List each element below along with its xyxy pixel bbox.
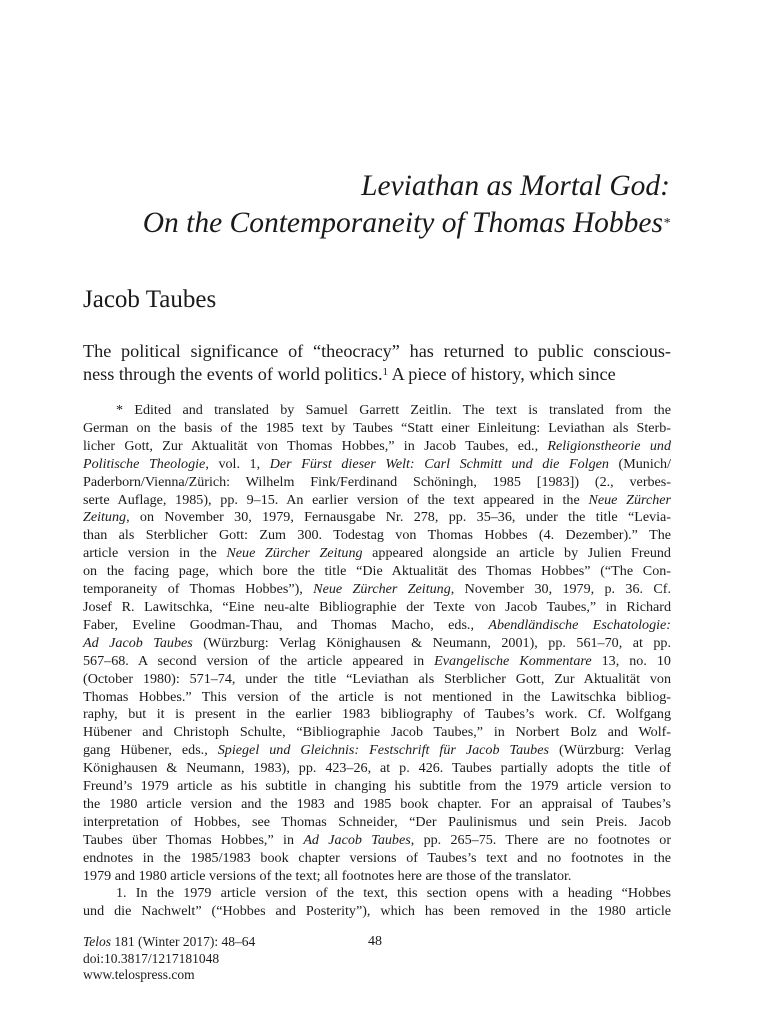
footnote-text: Josef R. Lawitschka, “Eine neu-alte Bibliographie der Texte von Jacob Taubes,” in Richard (83, 598, 671, 615)
page-footer (83, 934, 255, 984)
footnote-line (83, 563, 671, 581)
footnote-line (83, 760, 671, 778)
footnote-line (83, 832, 671, 850)
footnote-text: German on the basis of the 1985 text by Taubes “Statt einer Einleitung: Leviathan als Sterb- (83, 419, 671, 436)
title-line-1: Leviathan as Mortal God: (361, 170, 670, 202)
footnote-text: endnotes in the 1985/1983 book chapter versions of Taubes’s text and no footnotes in the (83, 849, 671, 866)
footnote-line (83, 545, 671, 563)
footnote-text: , on November 30, 1979, Fernausgabe Nr. 278, pp. 35–36, under the title “Levia- (126, 509, 671, 526)
body-paragraph (83, 340, 671, 385)
footnote-text: (Würzburg: Verlag (548, 742, 671, 759)
footnote-line (83, 635, 671, 653)
footnote-line (83, 885, 671, 903)
footnote-line (83, 599, 671, 617)
footnote-italic-text: Religionstheorie und (547, 437, 671, 454)
article-title (60, 168, 670, 242)
footnote-italic-text: Spiegel und Gleichnis: Festschrift für Jacob Taubes (217, 742, 549, 759)
doi-text[interactable]: doi:10.3817/1217181048 (83, 950, 220, 966)
footnote-text: appeared alongside an article by Julien Freund (362, 545, 671, 562)
footnote-line (83, 509, 671, 527)
citation-line (83, 934, 255, 951)
footnote-text: (Munich/ (608, 455, 671, 472)
footnote-line (83, 527, 671, 545)
footnote-line (83, 778, 671, 796)
footnote-text: 1979 and 1980 article versions of the text; all footnotes here are those of the translator. (83, 867, 572, 884)
footnote-line (83, 724, 671, 742)
footnote-italic-text: Politische Theologie (83, 455, 206, 472)
footnote-text: Könighausen & Neumann, 1983), pp. 423–26, at p. 426. Taubes partially adopts the title of (83, 760, 671, 777)
footnote-text: on the facing page, which bore the title “Die Aktualität des Thomas Hobbes” (“The Con- (83, 563, 671, 580)
footnote-text: und die Nachwelt” (“Hobbes and Posterity”), which has been removed in the 1980 article (83, 903, 671, 920)
footnote-text: , November 30, 1979, p. 36. Cf. (450, 581, 671, 598)
footnote-italic-text: Der Fürst dieser Welt: Carl Schmitt und die Folgen (269, 455, 609, 472)
footnote-text: (October 1980): 571–74, under the title “Leviathan als Sterblicher Gott, Zur Aktualität von (83, 670, 671, 687)
body-line-1: The political significance of “theocracy” has returned to public conscious- (83, 341, 671, 361)
footnote-text: Hübener and Christoph Schulte, “Bibliographie Jacob Taubes,” in Norbert Bolz and Wolf- (83, 724, 671, 741)
footnote-italic-text: Evangelische Kommentare (434, 652, 592, 669)
footnote-text: , vol. 1, (205, 455, 270, 472)
footnote-line (83, 456, 671, 474)
footnote-italic-text: Zeitung (83, 509, 127, 526)
footnote-line (83, 814, 671, 832)
footnote-text: * Edited and translated by Samuel Garrett Zeitlin. The text is translated from the (116, 402, 671, 418)
footnote-text: article version in the (83, 545, 227, 562)
footnote-text: , pp. 265–75. There are no footnotes or (410, 831, 672, 848)
footnote-italic-text: Abendländische Eschatologie: (488, 616, 671, 633)
footnote-line (83, 689, 671, 707)
author-name: Jacob Taubes (83, 286, 217, 313)
website-link[interactable]: www.telospress.com (83, 967, 195, 982)
footnote-text: licher Gott, Zur Aktualität von Thomas Hobbes,” in Jacob Taubes, ed., (83, 437, 548, 454)
footnote-text: Faber, Eveline Goodman-Thau, and Thomas Macho, eds., (83, 616, 489, 633)
footnote-line (83, 581, 671, 599)
footnote-text: 13, no. 10 (591, 652, 671, 669)
footnote-text: than als Sterblicher Gott: Zum 300. Todestag von Thomas Hobbes (4. Dezember).” The (83, 527, 671, 544)
footnote-text: interpretation of Hobbes, see Thomas Schneider, “Der Paulinismus und sein Preis. Jacob (83, 813, 671, 830)
title-footnote-marker[interactable]: * (663, 216, 670, 231)
footnote-line (83, 653, 671, 671)
footnote-line (83, 706, 671, 724)
footnote-line (83, 402, 671, 420)
footnote-text: Paderborn/Vienna/Zürich: Wilhelm Fink/Ferdinand Schöningh, 1985 [1983]) (2., verbes- (83, 473, 671, 490)
footnote-text: Taubes über Thomas Hobbes,” in (83, 831, 304, 848)
title-line-2 (60, 205, 670, 242)
footnote-text: serte Auflage, 1985), pp. 9–15. An earlier version of the text appeared in the (83, 491, 589, 508)
footnote-ref-1[interactable]: 1 (382, 365, 389, 378)
footnote-text: temporaneity of Thomas Hobbes”), (83, 581, 314, 598)
footnote-italic-text: Neue Zürcher Zeitung (226, 545, 363, 562)
footnote-text: the 1980 article version and the 1983 and 1985 book chapter. For an appraisal of Taubes’s (83, 795, 671, 812)
footnote-line (83, 850, 671, 868)
footnotes-section (83, 402, 671, 921)
footnote-line (83, 420, 671, 438)
footnote-text: 1. In the 1979 article version of the text, this section opens with a heading “Hobbes (116, 885, 671, 902)
journal-name: Telos (83, 934, 112, 949)
body-line-2 (83, 363, 671, 386)
footnote-line (83, 796, 671, 814)
footnote-italic-text: Neue Zürcher (588, 491, 671, 508)
footnote-text: 567–68. A second version of the article appeared in (83, 652, 435, 669)
footnote-text: (Würzburg: Verlag Könighausen & Neumann, 2001), pp. 561–70, at pp. (192, 634, 671, 651)
footnote-italic-text: Ad Jacob Taubes (303, 831, 411, 848)
footnote-text: Thomas Hobbes.” This version of the article is not mentioned in the Lawitschka bibliog- (83, 688, 671, 705)
footnote-line (83, 671, 671, 689)
body-line-2-post: A piece of history, which since (388, 363, 616, 384)
footnote-line (83, 617, 671, 635)
footnote-line (83, 492, 671, 510)
page-number: 48 (368, 934, 382, 949)
footnote-italic-text: Neue Zürcher Zeitung (313, 581, 451, 598)
issue-info: 181 (Winter 2017): 48–64 (111, 934, 256, 949)
footnote-line (83, 742, 671, 760)
body-line-2-pre: ness through the events of world politics. (83, 363, 383, 384)
footnote-italic-text: Ad Jacob Taubes (83, 634, 193, 651)
footnote-text: raphy, but it is present in the earlier 1983 bibliography of Taubes’s work. Cf. Wolfgang (83, 706, 671, 723)
footnote-text: gang Hübener, eds., (83, 742, 218, 759)
footnote-line (83, 868, 671, 886)
footnote-line (83, 474, 671, 492)
footnote-line (83, 903, 671, 921)
footnote-text: Freund’s 1979 article as his subtitle in changing his subtitle from the 1979 article version to (83, 778, 671, 795)
footnote-line (83, 438, 671, 456)
title-line-2-text: On the Contemporaneity of Thomas Hobbes (142, 207, 663, 239)
